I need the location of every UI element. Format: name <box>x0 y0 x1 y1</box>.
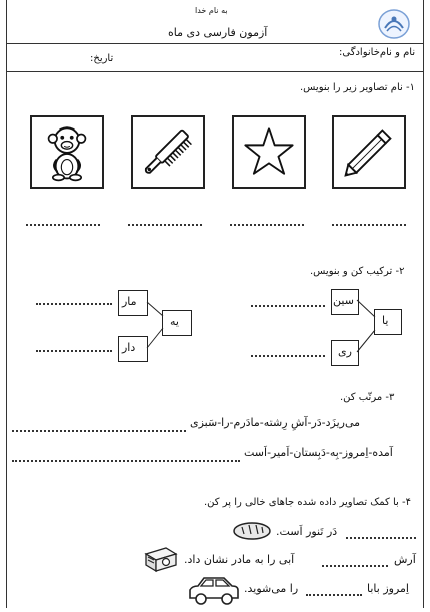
fill-sentence-2-start: آرش <box>394 553 416 566</box>
answer-line-pencil[interactable] <box>332 224 406 226</box>
answer-line-monkey[interactable] <box>26 224 100 226</box>
answer-line-combo-r2[interactable] <box>251 355 325 357</box>
page-border-right <box>423 0 424 608</box>
page-border-left <box>6 0 7 608</box>
header-line-top <box>6 43 424 44</box>
connector-lines-left <box>146 290 164 365</box>
syllable-box-bottom-left <box>118 336 148 362</box>
fill-blank-3[interactable] <box>306 594 362 596</box>
scrambled-sentence-2: آمده-اِمروز-بِه-دَبِستان-اَمیر-اَست <box>244 446 393 459</box>
syllable-text: یه <box>170 315 179 328</box>
syllable-box-top-left <box>118 290 148 316</box>
connector-lines-right <box>355 290 377 365</box>
section3-title: ۳- مرتّب کن. <box>340 392 395 403</box>
syllable-text: سین <box>333 294 354 307</box>
sharpener-icon <box>142 544 180 574</box>
fill-sentence-3-start: اِمروز بابا <box>367 582 409 595</box>
comb-icon <box>133 117 203 187</box>
answer-line-combo-l2[interactable] <box>36 350 112 352</box>
image-box-star <box>232 115 306 189</box>
syllable-text: یا <box>382 314 389 327</box>
image-box-monkey <box>30 115 104 189</box>
image-box-comb <box>131 115 205 189</box>
syllable-box-center-left <box>162 310 192 336</box>
answer-line-combo-l1[interactable] <box>36 303 112 305</box>
answer-line-comb[interactable] <box>128 224 202 226</box>
section1-title: ۱- نام تصاویر زیر را بنویس. <box>300 82 415 93</box>
answer-line-combo-r1[interactable] <box>251 305 325 307</box>
syllable-text: ری <box>338 345 352 358</box>
car-icon <box>186 572 242 608</box>
scrambled-sentence-1: می‌ریزَد-دَر-آشِ رِشته-مادَرم-را-سَبزی <box>190 416 361 429</box>
date-label: تاریخ: <box>90 53 114 64</box>
section2-title: ۲- ترکیب کن و بنویس. <box>310 266 405 277</box>
syllable-text: دار <box>122 341 136 354</box>
bread-icon <box>232 519 272 541</box>
answer-line-star[interactable] <box>230 224 304 226</box>
header-line-bottom <box>6 71 424 72</box>
section4-title: ۴- با کمک تصاویر داده شده جاهای خالی را پر کن. <box>204 497 411 508</box>
answer-line-sentence-2[interactable] <box>12 460 240 462</box>
star-icon <box>234 117 304 187</box>
fill-blank-2[interactable] <box>322 565 388 567</box>
pencil-icon <box>334 117 404 187</box>
answer-line-sentence-1[interactable] <box>12 430 186 432</box>
page-title: آزمون فارسی دی ماه <box>168 26 268 39</box>
name-label: نام و نام‌خانوادگی: <box>339 47 416 58</box>
fill-sentence-1-text: دَر تَنور اَست. <box>276 525 338 538</box>
image-box-pencil <box>332 115 406 189</box>
fill-sentence-2-end: آبی را به مادر نشان داد. <box>184 553 295 566</box>
bismillah: به نام خدا <box>195 6 228 15</box>
fill-sentence-3-end: را می‌شوید. <box>244 582 299 595</box>
syllable-box-center-right <box>374 309 402 335</box>
school-logo <box>376 8 412 40</box>
syllable-text: مار <box>122 295 137 308</box>
monkey-icon <box>32 117 102 187</box>
fill-blank-1[interactable] <box>346 537 416 539</box>
